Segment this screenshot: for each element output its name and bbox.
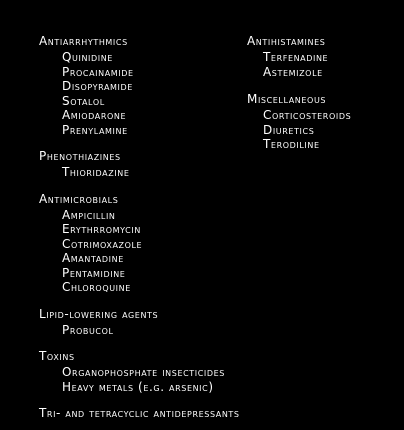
list-item: Thioridazine: [62, 165, 130, 179]
list-item: Pentamidine: [62, 265, 126, 280]
group-antidepressants: [39, 406, 240, 421]
list-item: Ampicillin: [62, 207, 116, 222]
group-heading: Antiarrhythmics: [39, 34, 128, 48]
drug-list: [39, 208, 240, 295]
list-item: Cotrimoxazole: [62, 236, 143, 251]
list-item: Heavy metals (e.g. arsenic): [62, 379, 214, 394]
group-antimicrobials: [39, 192, 240, 295]
group-phenothiazines: [39, 149, 240, 180]
list-item: Terodiline: [263, 137, 320, 151]
right-column: [247, 34, 351, 152]
group-antiarrhythmics: [39, 34, 240, 137]
drug-list: [39, 50, 240, 137]
list-item: Erythrromycin: [62, 222, 141, 236]
list-item: Prenylamine: [62, 122, 128, 137]
group-miscellaneous: [247, 92, 351, 152]
drug-list: [247, 108, 351, 152]
list-item: Corticosteroids: [263, 108, 352, 122]
group-heading: Antihistamines: [247, 34, 326, 48]
list-item: Terfenadine: [263, 50, 329, 64]
list-item: Astemizole: [263, 64, 323, 79]
drug-list: [39, 365, 240, 394]
list-item: Amiodarone: [62, 108, 127, 122]
group-heading: Lipid-lowering agents: [39, 306, 159, 321]
left-column: [39, 34, 240, 421]
group-heading: Toxins: [39, 349, 75, 363]
list-item: Quinidine: [62, 50, 113, 64]
group-toxins: [39, 349, 240, 394]
drug-list: [39, 165, 240, 180]
list-item: Organophosphate insecticides: [62, 365, 225, 379]
group-heading: Antimicrobials: [39, 191, 119, 206]
group-heading: Phenothiazines: [39, 149, 121, 163]
list-item: Disopyramide: [62, 79, 133, 93]
group-antihistamines: [247, 34, 351, 79]
list-item: Procainamide: [62, 64, 134, 79]
list-item: Amantadine: [62, 251, 124, 265]
group-heading: Miscellaneous: [247, 92, 327, 106]
list-item: Probucol: [62, 322, 114, 337]
drug-list: [39, 323, 240, 338]
group-heading: Tri- and tetracyclic antidepressants: [39, 406, 240, 420]
drug-list: [247, 50, 351, 79]
list-item: Diuretics: [263, 122, 315, 137]
list-item: Sotalol: [62, 93, 105, 108]
group-lipid-lowering-agents: [39, 307, 240, 338]
list-item: Chloroquine: [62, 280, 131, 294]
